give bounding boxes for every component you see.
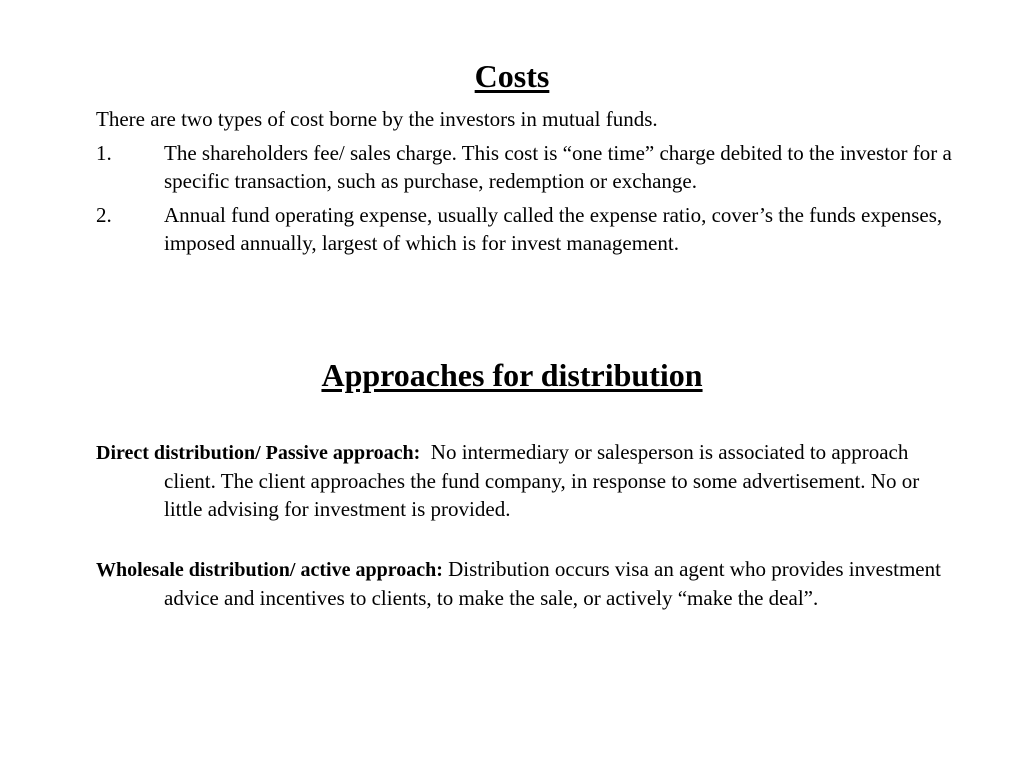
list-item-number: 1. bbox=[96, 141, 112, 165]
costs-intro: There are two types of cost borne by the investors in mutual funds. bbox=[96, 107, 658, 131]
wholesale-distribution-paragraph bbox=[96, 555, 952, 612]
approaches-title: Approaches for distribution bbox=[321, 357, 703, 393]
list-item-text: The shareholders fee/ sales charge. This cost is “one time” charge debited to the investor for a specific transaction, such as purchase, redemption or exchange. bbox=[164, 141, 952, 193]
direct-distribution-text: No intermediary or salesperson is associated to approach client. The client approaches the fund company, in response to some advertisement. No or little advising for investment is provided. bbox=[164, 440, 920, 521]
direct-distribution-term: Direct distribution/ Passive approach: bbox=[96, 442, 421, 464]
list-item bbox=[96, 139, 952, 195]
list-item-text: Annual fund operating expense, usually called the expense ratio, cover’s the funds expenses, imposed annually, largest of which is for invest management. bbox=[164, 203, 943, 255]
wholesale-distribution-term: Wholesale distribution/ active approach: bbox=[96, 559, 443, 581]
wholesale-distribution-block bbox=[96, 555, 952, 618]
list-item-number: 2. bbox=[96, 203, 112, 227]
direct-distribution-paragraph bbox=[96, 438, 952, 523]
costs-list bbox=[96, 139, 952, 263]
list-item bbox=[96, 201, 952, 257]
direct-distribution-block bbox=[96, 438, 952, 529]
wholesale-distribution-text: Distribution occurs visa an agent who provides investment advice and incentives to clients, to make the sale, or actively “make the deal”. bbox=[164, 557, 941, 610]
costs-title: Costs bbox=[474, 58, 550, 94]
